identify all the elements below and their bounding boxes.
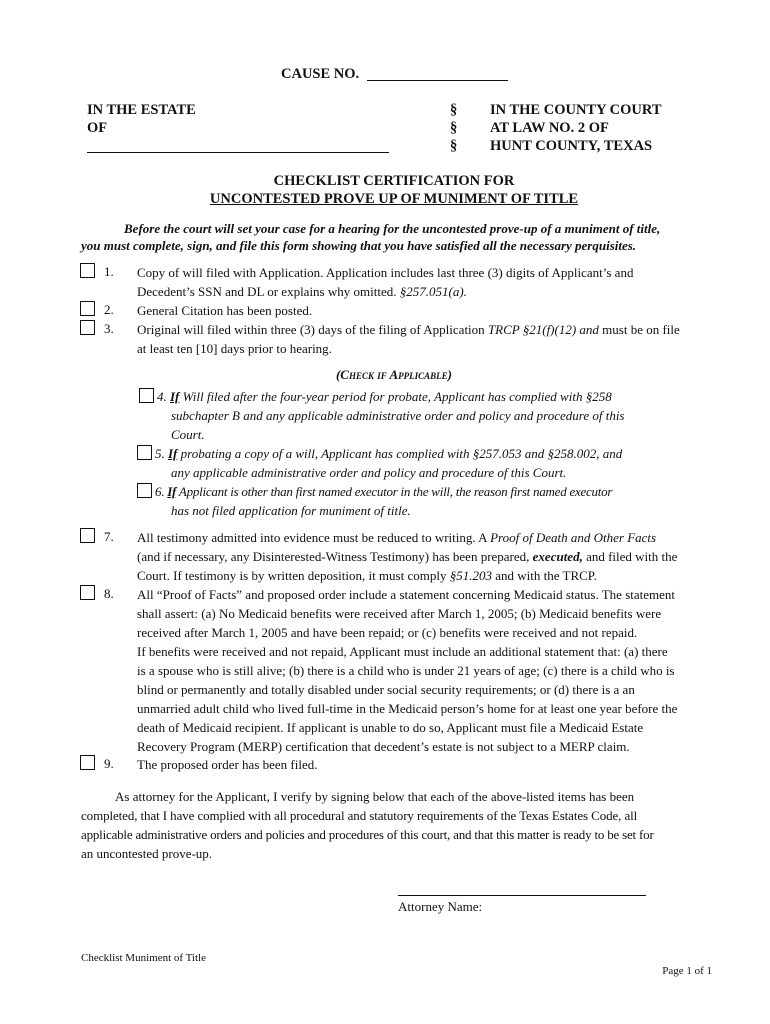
item-1-line-2-text: Decedent’s SSN and DL or explains why omitted. xyxy=(137,284,397,299)
item-6-number: 6. xyxy=(155,484,165,499)
item-6-line-2: has not filed application for muniment of title. xyxy=(171,503,411,518)
item-7-line-2 xyxy=(137,547,710,566)
item-8-line-5: is a spouse who is still alive; (b) there is a child who is under 21 years of age; (c) there is a child who is xyxy=(137,663,675,678)
section-symbols xyxy=(450,101,457,155)
item-5-text xyxy=(155,444,675,482)
check-if-applicable-heading: (Check if Applicable) xyxy=(335,367,453,382)
item-4-line-3: Court. xyxy=(171,427,205,442)
estate-line-1: IN THE ESTATE xyxy=(87,102,196,118)
cause-number-blank xyxy=(367,80,508,81)
item-9-number: 9. xyxy=(104,756,114,771)
item-1-line-2 xyxy=(137,282,710,301)
court-caption xyxy=(490,101,662,155)
item-3-statute: TRCP §21(f)(12) and xyxy=(487,322,599,337)
item-6-text xyxy=(155,482,675,520)
item-8-line-6: blind or permanently and totally disabled under social security requirements; or (d) there is a an xyxy=(137,682,635,697)
court-line-1: IN THE COUNTY COURT xyxy=(490,102,662,118)
item-3-number: 3. xyxy=(104,321,114,336)
item-8-line-2: shall assert: (a) No Medicaid benefits were received after March 1, 2005; (b) Medicaid benefits were xyxy=(137,606,662,621)
item-7-line-2-end: and filed with the xyxy=(586,549,678,564)
court-line-3: HUNT COUNTY, TEXAS xyxy=(490,138,653,154)
certification-line-4: an uncontested prove-up. xyxy=(81,846,213,861)
item-2-text: General Citation has been posted. xyxy=(137,303,313,318)
title-line-2: UNCONTESTED PROVE UP OF MUNIMENT OF TITLE xyxy=(209,191,579,207)
document-title xyxy=(0,172,770,208)
item-9-checkbox[interactable] xyxy=(80,755,95,770)
item-1-checkbox[interactable] xyxy=(80,263,95,278)
footer-page-number: Page 1 of 1 xyxy=(662,965,712,977)
cause-number-label: CAUSE NO. xyxy=(281,66,360,82)
item-8-number: 8. xyxy=(104,586,114,601)
signature-line[interactable] xyxy=(398,895,646,896)
section-symbol-2: § xyxy=(450,120,458,136)
item-5-line-1-text: probating a copy of a will, Applicant has complied with §257.053 and §258.002, and xyxy=(180,446,623,461)
item-8-line-4: If benefits were received and not repaid, Applicant must include an additional statement that: (a) there xyxy=(137,644,668,659)
certification-paragraph xyxy=(81,787,713,863)
item-8-line-1: All “Proof of Facts” and proposed order include a statement concerning Medicaid status. The statement xyxy=(137,587,676,602)
item-8-line-3: received after March 1, 2005 and have been repaid; or (c) benefits were received and not repaid. xyxy=(137,625,638,640)
item-1-text xyxy=(137,263,710,301)
item-9-text: The proposed order has been filed. xyxy=(137,757,318,772)
item-6-line-1 xyxy=(155,482,675,501)
item-7-number: 7. xyxy=(104,529,114,544)
item-5-line-2: any applicable administrative order and policy and procedure of this Court. xyxy=(171,465,567,480)
footer-document-name: Checklist Muniment of Title xyxy=(81,952,206,964)
item-5-checkbox[interactable] xyxy=(137,445,152,460)
item-6-line-1-text: Applicant is other than first named executor in the will, the reason first named executor xyxy=(178,484,613,499)
item-1-statute: §257.051(a). xyxy=(399,284,467,299)
item-2-number: 2. xyxy=(104,302,114,317)
item-1-number: 1. xyxy=(104,264,114,279)
item-6-if: If xyxy=(167,484,177,499)
item-4-text xyxy=(157,387,667,444)
item-5-number: 5. xyxy=(155,446,165,461)
intro-line-1: Before the court will set your case for a hearing for the uncontested prove-up of a muniment of title, xyxy=(124,221,661,236)
item-4-line-1 xyxy=(157,387,667,406)
item-7-checkbox[interactable] xyxy=(80,528,95,543)
item-7-line-2-text: (and if necessary, any Disinterested-Witness Testimony) has been prepared, xyxy=(137,549,530,564)
item-3-line-2: at least ten [10] days prior to hearing. xyxy=(137,341,332,356)
item-5-if: If xyxy=(168,446,178,461)
item-7-line-1-text: All testimony admitted into evidence must be reduced to writing. A xyxy=(137,530,487,545)
certification-line-2: completed, that I have complied with all procedural and statutory requirements of the Texas Estates Code, all xyxy=(81,808,638,823)
item-7-proof-of-death: Proof of Death and Other Facts xyxy=(490,530,657,545)
item-8-checkbox[interactable] xyxy=(80,585,95,600)
item-4-line-2: subchapter B and any applicable administrative order and policy and procedure of this xyxy=(171,408,625,423)
item-7-line-3 xyxy=(137,566,710,585)
estate-line-2: OF xyxy=(87,120,108,136)
attorney-name-label: Attorney Name: xyxy=(398,899,483,914)
item-7-executed: executed, xyxy=(532,549,583,564)
item-3-line-1 xyxy=(137,320,712,339)
intro-line-2: you must complete, sign, and file this form showing that you have satisfied all the necessary perquisites. xyxy=(81,238,637,253)
item-5-line-1 xyxy=(155,444,675,463)
item-3-checkbox[interactable] xyxy=(80,320,95,335)
item-7-statute: §51.203 xyxy=(449,568,492,583)
court-line-2: AT LAW NO. 2 OF xyxy=(490,120,609,136)
estate-caption xyxy=(87,101,196,137)
item-7-line-3-text: Court. If testimony is by written deposition, it must comply xyxy=(137,568,447,583)
title-line-1: CHECKLIST CERTIFICATION FOR xyxy=(273,173,515,189)
item-7-line-1 xyxy=(137,528,710,547)
item-8-line-8: death of Medicaid recipient. If applicant is unable to do so, Applicant must file a Medicaid Estate xyxy=(137,720,644,735)
item-2-checkbox[interactable] xyxy=(80,301,95,316)
certification-line-3: applicable administrative orders and policies and procedures of this court, and that this matter is ready to be set for xyxy=(81,827,654,842)
item-8-line-9: Recovery Program (MERP) certification that decedent’s estate is not subject to a MERP claim. xyxy=(137,739,630,754)
item-7-text xyxy=(137,528,710,585)
item-6-checkbox[interactable] xyxy=(137,483,152,498)
item-8-line-7: unmarried adult child who lived full-time in the Medicaid person’s home for at least one year before the xyxy=(137,701,678,716)
certification-line-1: As attorney for the Applicant, I verify by signing below that each of the above-listed items has been xyxy=(115,789,635,804)
item-3-line-1-end: must be on file xyxy=(602,322,680,337)
item-4-number: 4. xyxy=(157,389,167,404)
item-8-text xyxy=(137,585,712,756)
item-4-line-1-text: Will filed after the four-year period for probate, Applicant has complied with §258 xyxy=(182,389,612,404)
estate-name-blank xyxy=(87,152,389,153)
item-4-if: If xyxy=(170,389,180,404)
item-3-line-1-text: Original will filed within three (3) days of the filing of Application xyxy=(137,322,485,337)
item-7-line-3-end: and with the TRCP. xyxy=(495,568,597,583)
item-4-checkbox[interactable] xyxy=(139,388,154,403)
section-symbol-1: § xyxy=(450,102,458,118)
item-1-line-1: Copy of will filed with Application. Application includes last three (3) digits of Applicant’s and xyxy=(137,265,634,280)
item-3-text xyxy=(137,320,712,358)
section-symbol-3: § xyxy=(450,138,458,154)
